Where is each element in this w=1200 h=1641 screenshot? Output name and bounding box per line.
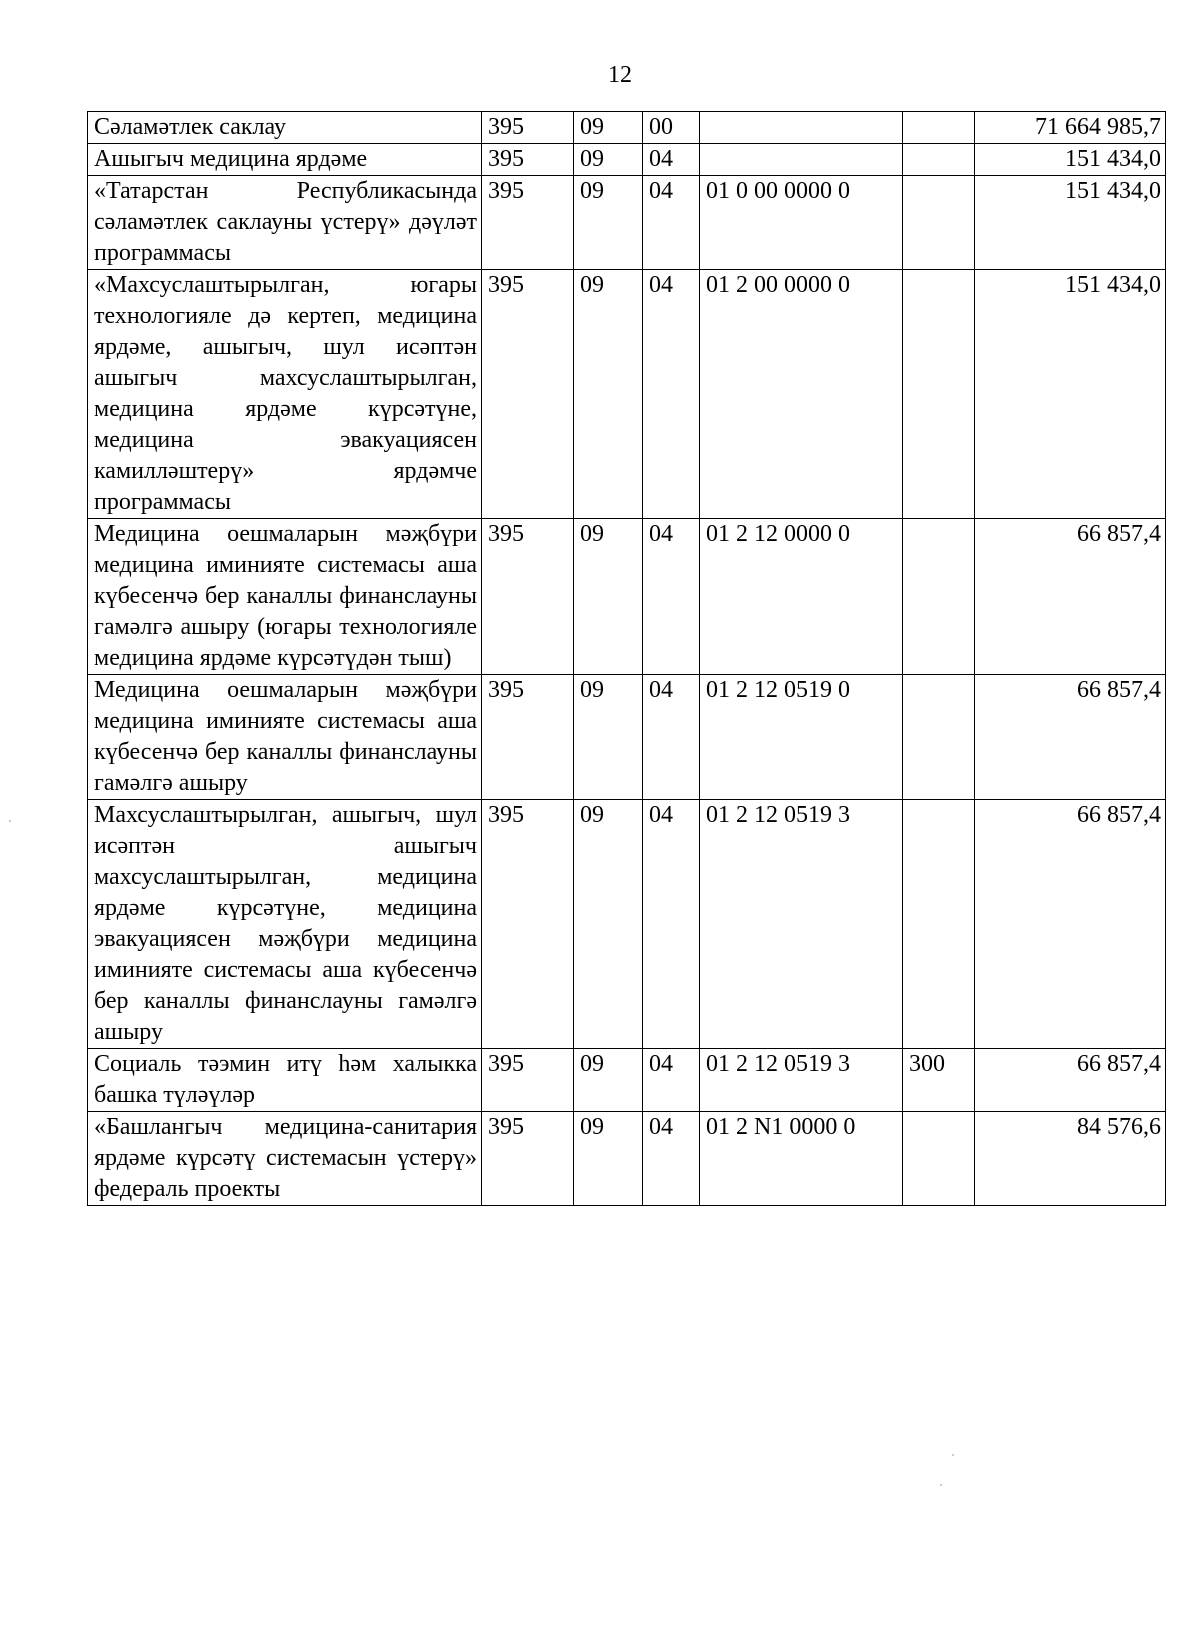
row-ved: 395 <box>482 144 574 176</box>
table-row <box>88 1112 1166 1206</box>
row-pr: 04 <box>643 800 700 1049</box>
row-pr: 04 <box>643 519 700 675</box>
row-rz: 09 <box>574 1049 643 1112</box>
row-rz: 09 <box>574 675 643 800</box>
row-name: «Махсуслаштырылган, югары технологияле дә кертеп, медицина ярдәме, ашыгыч, шул исәптән ашыгыч махсуслаштырылган, медицина ярдәме күрсәтүне, медицина эвакуациясен камилләштерү» ярдәмче программасы <box>88 270 482 519</box>
row-ved: 395 <box>482 1049 574 1112</box>
row-sum: 66 857,4 <box>975 800 1166 1049</box>
row-name: «Башлангыч медицина-санитария ярдәме күрсәтү системасын үстерү» федераль проекты <box>88 1112 482 1206</box>
table-row <box>88 800 1166 1049</box>
row-rz: 09 <box>574 519 643 675</box>
row-name: Сәламәтлек саклау <box>88 112 482 144</box>
row-name: «Татарстан Республикасында сәламәтлек саклауны үстерү» дәүләт программасы <box>88 176 482 270</box>
row-name: Махсуслаштырылган, ашыгыч, шул исәптән ашыгыч махсуслаштырылган, медицина ярдәме күрсәтүне, медицина эвакуациясен мәҗбүри медицина иминияте системасы аша күбесенчә бер каналлы финанслауны гамәлгә ашыру <box>88 800 482 1049</box>
row-vr <box>903 800 975 1049</box>
row-name: Медицина оешмаларын мәҗбүри медицина иминияте системасы аша күбесенчә бер каналлы финанслауны гамәлгә ашыру <box>88 675 482 800</box>
row-csr: 01 2 12 0000 0 <box>700 519 903 675</box>
row-csr <box>700 144 903 176</box>
table-row <box>88 1049 1166 1112</box>
row-rz: 09 <box>574 800 643 1049</box>
row-pr: 04 <box>643 675 700 800</box>
row-pr: 04 <box>643 144 700 176</box>
row-rz: 09 <box>574 1112 643 1206</box>
row-vr: 300 <box>903 1049 975 1112</box>
row-name: Медицина оешмаларын мәҗбүри медицина иминияте системасы аша күбесенчә бер каналлы финанслауны гамәлгә ашыру (югары технологияле медицина ярдәме күрсәтүдән тыш) <box>88 519 482 675</box>
row-ved: 395 <box>482 270 574 519</box>
row-sum: 66 857,4 <box>975 519 1166 675</box>
row-ved: 395 <box>482 800 574 1049</box>
row-csr: 01 2 12 0519 3 <box>700 1049 903 1112</box>
table-row <box>88 675 1166 800</box>
row-sum: 71 664 985,7 <box>975 112 1166 144</box>
row-rz: 09 <box>574 112 643 144</box>
table-row <box>88 144 1166 176</box>
row-sum: 66 857,4 <box>975 1049 1166 1112</box>
row-rz: 09 <box>574 144 643 176</box>
table-row <box>88 112 1166 144</box>
row-csr: 01 0 00 0000 0 <box>700 176 903 270</box>
row-sum: 151 434,0 <box>975 176 1166 270</box>
row-vr <box>903 1112 975 1206</box>
row-pr: 04 <box>643 270 700 519</box>
row-sum: 151 434,0 <box>975 270 1166 519</box>
row-pr: 04 <box>643 176 700 270</box>
scan-speck <box>940 1484 942 1486</box>
scan-speck <box>9 820 11 822</box>
row-pr: 04 <box>643 1112 700 1206</box>
row-name: Социаль тәэмин итү һәм халыкка башка түләүләр <box>88 1049 482 1112</box>
table-row <box>88 270 1166 519</box>
row-ved: 395 <box>482 519 574 675</box>
row-name: Ашыгыч медицина ярдәме <box>88 144 482 176</box>
row-csr: 01 2 12 0519 3 <box>700 800 903 1049</box>
row-vr <box>903 112 975 144</box>
row-csr <box>700 112 903 144</box>
budget-table <box>87 111 1166 1206</box>
row-vr <box>903 675 975 800</box>
scan-speck <box>952 1454 954 1456</box>
page-number: 12 <box>608 62 632 88</box>
row-vr <box>903 144 975 176</box>
row-sum: 151 434,0 <box>975 144 1166 176</box>
row-sum: 84 576,6 <box>975 1112 1166 1206</box>
row-sum: 66 857,4 <box>975 675 1166 800</box>
row-pr: 04 <box>643 1049 700 1112</box>
row-pr: 00 <box>643 112 700 144</box>
row-rz: 09 <box>574 270 643 519</box>
row-csr: 01 2 12 0519 0 <box>700 675 903 800</box>
row-csr: 01 2 00 0000 0 <box>700 270 903 519</box>
row-ved: 395 <box>482 1112 574 1206</box>
row-ved: 395 <box>482 112 574 144</box>
row-csr: 01 2 N1 0000 0 <box>700 1112 903 1206</box>
row-ved: 395 <box>482 675 574 800</box>
row-vr <box>903 519 975 675</box>
row-vr <box>903 270 975 519</box>
row-vr <box>903 176 975 270</box>
table-row <box>88 519 1166 675</box>
row-ved: 395 <box>482 176 574 270</box>
row-rz: 09 <box>574 176 643 270</box>
table-row <box>88 176 1166 270</box>
